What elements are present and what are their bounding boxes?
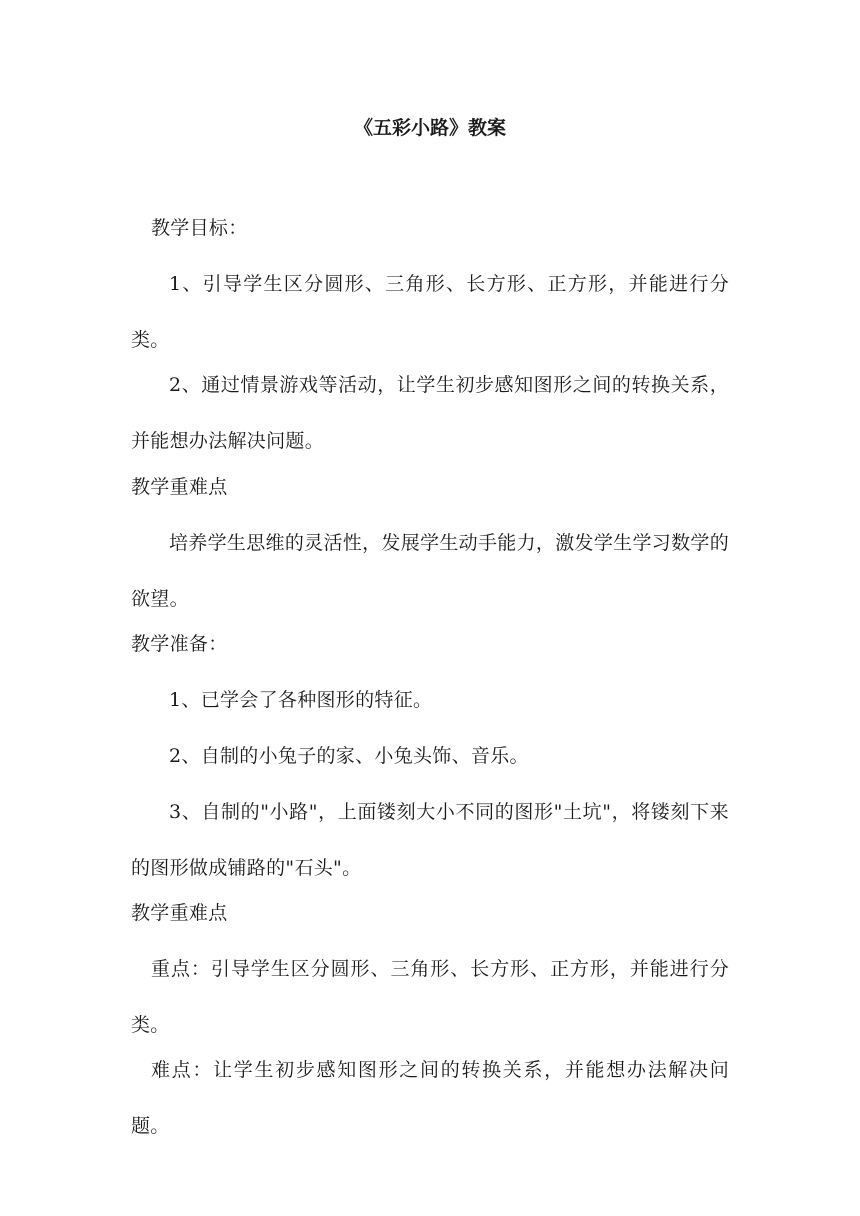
objective-item-2: 2、通过情景游戏等活动，让学生初步感知图形之间的转换关系，并能想办法解决问题。 xyxy=(131,374,729,452)
heading-teaching-objectives: 教学目标： xyxy=(151,217,248,239)
heading-teaching-preparation: 教学准备： xyxy=(131,633,228,655)
key-point-text: 重点：引导学生区分圆形、三角形、长方形、正方形，并能进行分类。 xyxy=(131,958,729,1036)
heading-key-difficulties-2: 教学重难点 xyxy=(131,902,228,924)
difficult-point-text: 难点：让学生初步感知图形之间的转换关系，并能想办法解决问题。 xyxy=(131,1059,729,1137)
preparation-item-1: 1、已学会了各种图形的特征。 xyxy=(169,689,433,711)
heading-key-difficulties: 教学重难点 xyxy=(131,476,228,498)
key-difficulties-text: 培养学生思维的灵活性，发展学生动手能力，激发学生学习数学的欲望。 xyxy=(131,532,729,610)
document-title: 《五彩小路》教案 xyxy=(353,117,506,139)
objective-item-1: 1、引导学生区分圆形、三角形、长方形、正方形，并能进行分类。 xyxy=(131,273,729,351)
preparation-item-3: 3、自制的"小路"，上面镂刻大小不同的图形"土坑"，将镂刻下来的图形做成铺路的"石头"。 xyxy=(131,801,729,879)
preparation-item-2: 2、自制的小兔子的家、小兔头饰、音乐。 xyxy=(169,745,529,767)
